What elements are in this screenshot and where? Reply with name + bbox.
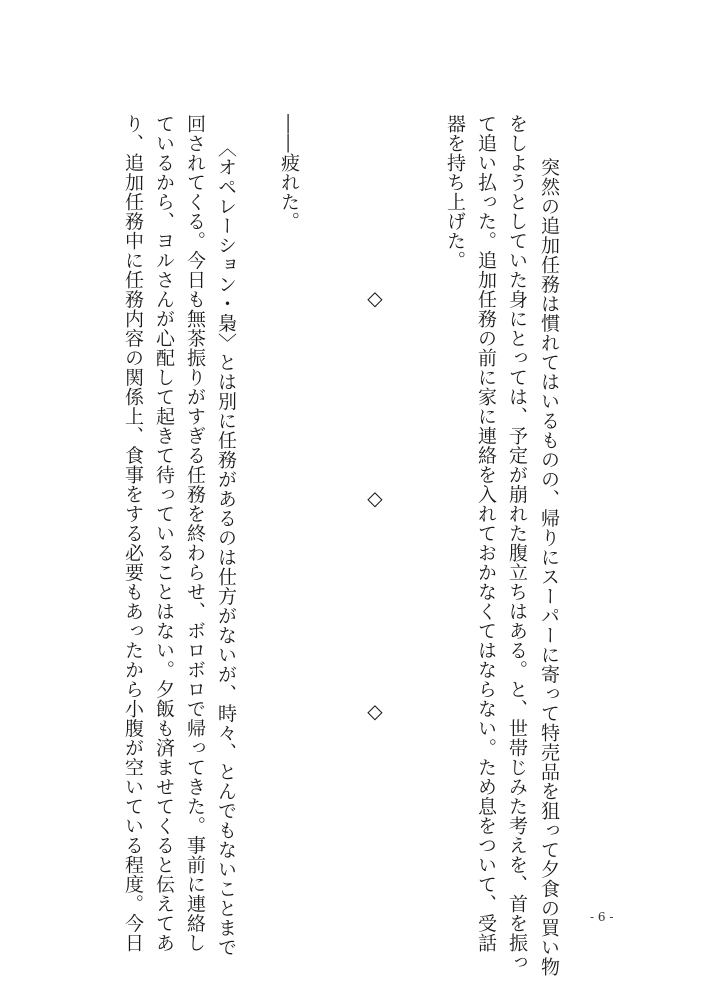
text-column-6: 〈オペレーション・梟〉とは別に任務があるのは仕方がないが、時々、とんでもないことまで	[215, 138, 237, 957]
text-column-4: 器を持ち上げた。	[444, 114, 466, 270]
section-separator: ◇	[367, 699, 383, 723]
text-column-7: 回されてくる。今日も無茶振りがすぎる任務を終わらせ、ボロボロで帰ってきた。事前に連絡し	[184, 114, 206, 953]
section-separator: ◇	[367, 486, 383, 510]
text-column-8: ているから、ヨルさんが心配して起きて待っていることはない。夕飯も済ませてくると伝えてあ	[153, 114, 175, 953]
text-column-2: をしようとしていた身にとっては、予定が崩れた腹立ちはある。と、世帯じみた考えを、首を振っ	[506, 114, 528, 972]
text-column-9: り、追加任務中に任務内容の関係上、食事をする必要もあったから小腹が空いている程度。今日	[122, 114, 144, 953]
text-column-5: ――疲れた。	[278, 114, 300, 231]
section-separator: ◇	[367, 286, 383, 310]
text-column-1: 突然の追加任務は慣れてはいるものの、帰りにスーパーに寄って特売品を狙って夕食の買い物	[538, 138, 560, 977]
text-column-3: て追い払った。追加任務の前に家に連絡を入れておかなくてはならない。ため息をついて、受話	[475, 114, 497, 953]
page-number: - 6 -	[590, 910, 614, 924]
